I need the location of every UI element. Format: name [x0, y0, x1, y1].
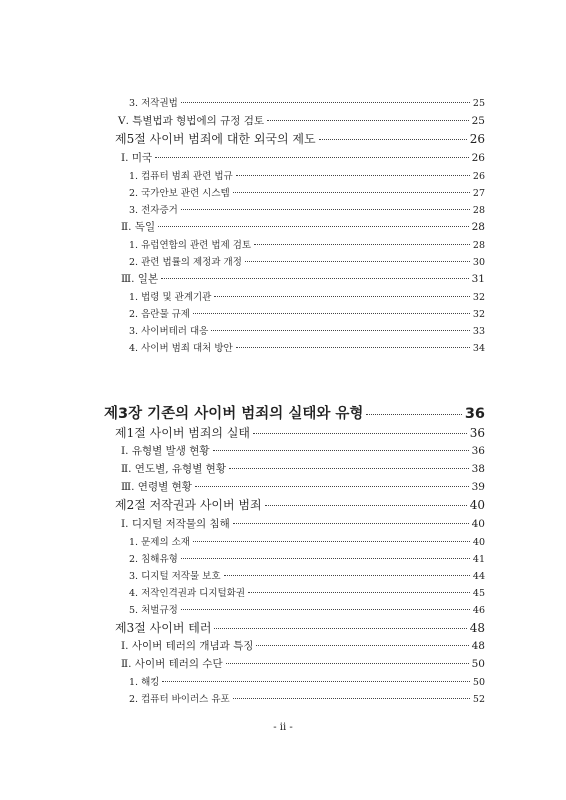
- toc-entry-page: 26: [472, 171, 485, 182]
- toc-entry-title: 1. 해킹: [129, 677, 160, 688]
- toc-entry-page: 40: [471, 518, 485, 530]
- toc-chapter: [104, 402, 485, 423]
- toc-entry-title: 1. 법령 및 관계기관: [129, 292, 212, 303]
- dot-leader: [236, 175, 470, 176]
- toc-entry-page: 45: [472, 588, 485, 599]
- dot-leader: [256, 645, 468, 646]
- toc-entry-title: Ⅱ. 독일: [121, 221, 156, 233]
- toc-entry-title: 제3절 사이버 테러: [115, 621, 212, 635]
- dot-leader: [265, 505, 467, 506]
- toc-entry-page: 39: [471, 481, 485, 493]
- toc-entry-page: 26: [471, 152, 485, 164]
- toc-entry-page: 48: [471, 640, 485, 652]
- toc-entry-page: 46: [472, 605, 485, 616]
- toc-entry-page: 48: [469, 621, 485, 635]
- toc-entry-title: 2. 음란물 규제: [129, 309, 190, 320]
- dot-leader: [162, 681, 469, 682]
- toc-entry: [129, 185, 485, 199]
- dot-leader: [245, 261, 470, 262]
- toc-entry: [129, 602, 485, 616]
- toc-entry: [121, 150, 485, 165]
- dot-leader: [193, 541, 470, 542]
- toc-entry-page: 33: [472, 326, 485, 337]
- toc-entry-title: Ⅲ. 일본: [121, 273, 159, 285]
- toc-entry-title: 3. 전자증거: [129, 205, 178, 216]
- toc-entry-page: 44: [472, 571, 485, 582]
- toc-entry-title: 3. 저작권법: [129, 98, 178, 109]
- toc-entry: [121, 219, 485, 234]
- toc-entry: [121, 638, 485, 653]
- toc-entry-page: 41: [472, 554, 485, 565]
- toc-entry: [129, 674, 485, 688]
- toc-entry: [129, 95, 485, 109]
- toc-entry: [121, 516, 485, 531]
- toc-entry-page: 52: [472, 694, 485, 705]
- toc-entry-title: 4. 저작인격권과 디지털화권: [129, 588, 246, 599]
- dot-leader: [233, 192, 470, 193]
- dot-leader: [214, 296, 470, 297]
- toc-entry-page: 32: [472, 292, 485, 303]
- toc-entry: [115, 130, 485, 147]
- toc-entry-page: 50: [472, 677, 485, 688]
- dot-leader: [181, 102, 470, 103]
- toc-entry-page: 28: [471, 221, 485, 233]
- toc-entry: [129, 340, 485, 354]
- toc-entry-page: 25: [472, 98, 485, 109]
- toc-entry-title: 2. 국가안보 관련 시스템: [129, 188, 230, 199]
- toc-entry-title: Ⅰ. 유형별 발생 현황: [121, 445, 210, 457]
- toc-entry-page: 28: [472, 205, 485, 216]
- toc-entry-page: 27: [472, 188, 485, 199]
- toc-entry-title: Ⅴ. 특별법과 형법에의 규정 검토: [118, 115, 264, 127]
- toc-entry-page: 34: [472, 343, 485, 354]
- toc-entry-title: 2. 컴퓨터 바이러스 유포: [129, 694, 230, 705]
- toc-entry-page: 36: [464, 406, 485, 422]
- toc-entry-page: 40: [472, 537, 485, 548]
- dot-leader: [211, 330, 470, 331]
- toc-entry: [115, 424, 485, 441]
- toc-entry: [121, 461, 485, 476]
- toc-entry-page: 31: [471, 273, 485, 285]
- toc-entry: [129, 323, 485, 337]
- toc-entry-title: 5. 처벌규정: [129, 605, 178, 616]
- page-number: - ii -: [273, 722, 293, 733]
- toc-entry: [129, 237, 485, 251]
- toc-entry-page: 36: [469, 426, 485, 440]
- toc-entry-title: 1. 유럽연합의 관련 법제 검토: [129, 240, 252, 251]
- toc-entry-page: 38: [471, 463, 485, 475]
- toc-entry: [118, 113, 485, 128]
- toc-entry-page: 50: [471, 658, 485, 670]
- dot-leader: [366, 414, 461, 415]
- toc-entry-title: Ⅰ. 디지털 저작물의 침해: [121, 518, 230, 530]
- toc-entry-title: 1. 문제의 소재: [129, 537, 190, 548]
- toc-entry: [121, 271, 485, 286]
- toc-entry-title: 제1절 사이버 범죄의 실태: [115, 426, 250, 440]
- toc-entry: [129, 691, 485, 705]
- toc-entry: [129, 534, 485, 548]
- toc-entry-title: 3. 사이버테러 대응: [129, 326, 209, 337]
- dot-leader: [254, 244, 470, 245]
- dot-leader: [213, 450, 469, 451]
- toc-entry: [115, 496, 485, 513]
- dot-leader: [319, 139, 467, 140]
- toc-entry-title: 제2절 저작권과 사이버 범죄: [115, 498, 262, 512]
- dot-leader: [181, 558, 470, 559]
- toc-entry: [121, 479, 485, 494]
- dot-leader: [248, 592, 470, 593]
- toc-entry-title: 제5절 사이버 범죄에 대한 외국의 제도: [115, 132, 316, 146]
- dot-leader: [214, 628, 466, 629]
- dot-leader: [253, 433, 467, 434]
- dot-leader: [181, 209, 470, 210]
- toc-entry: [129, 202, 485, 216]
- toc-entry-title: 3. 디지털 저작물 보호: [129, 571, 221, 582]
- toc-entry-title: 2. 관련 법률의 제정과 개정: [129, 257, 242, 268]
- dot-leader: [161, 278, 469, 279]
- toc-entry: [129, 306, 485, 320]
- toc-entry: [115, 619, 485, 636]
- toc-entry: [129, 585, 485, 599]
- toc-entry-page: 32: [472, 309, 485, 320]
- toc-entry-page: 36: [471, 445, 485, 457]
- toc-entry-page: 25: [471, 115, 485, 127]
- toc-entry-page: 26: [469, 132, 485, 146]
- dot-leader: [267, 120, 469, 121]
- toc-entry-title: 1. 컴퓨터 범죄 관련 법규: [129, 171, 233, 182]
- dot-leader: [155, 157, 469, 158]
- dot-leader: [224, 575, 470, 576]
- toc-entry-title: 2. 침해유형: [129, 554, 178, 565]
- toc-entry-page: 30: [472, 257, 485, 268]
- dot-leader: [226, 663, 469, 664]
- toc-entry: [129, 254, 485, 268]
- dot-leader: [193, 313, 470, 314]
- toc-entry: [129, 289, 485, 303]
- dot-leader: [229, 468, 469, 469]
- toc-entry-title: Ⅰ. 미국: [121, 152, 153, 164]
- toc-entry: [129, 168, 485, 182]
- dot-leader: [181, 609, 470, 610]
- toc-entry-page: 40: [469, 498, 485, 512]
- dot-leader: [233, 523, 469, 524]
- dot-leader: [158, 226, 469, 227]
- toc-entry: [121, 443, 485, 458]
- toc-entry: [121, 656, 485, 671]
- toc-entry: [129, 551, 485, 565]
- toc-entry-page: 28: [472, 240, 485, 251]
- toc-entry-title: 제3장 기존의 사이버 범죄의 실태와 유형: [104, 406, 364, 422]
- toc-entry-title: Ⅰ. 사이버 테러의 개념과 특징: [121, 640, 254, 652]
- toc-entry-title: Ⅲ. 연령별 현황: [121, 481, 192, 493]
- toc-entry-title: 4. 사이버 범죄 대처 방안: [129, 343, 233, 354]
- dot-leader: [236, 347, 470, 348]
- dot-leader: [233, 698, 470, 699]
- toc-entry: [129, 568, 485, 582]
- toc-entry-title: Ⅱ. 사이버 테러의 수단: [121, 658, 223, 670]
- toc-entry-title: Ⅱ. 연도별, 유형별 현황: [121, 463, 226, 475]
- dot-leader: [195, 486, 469, 487]
